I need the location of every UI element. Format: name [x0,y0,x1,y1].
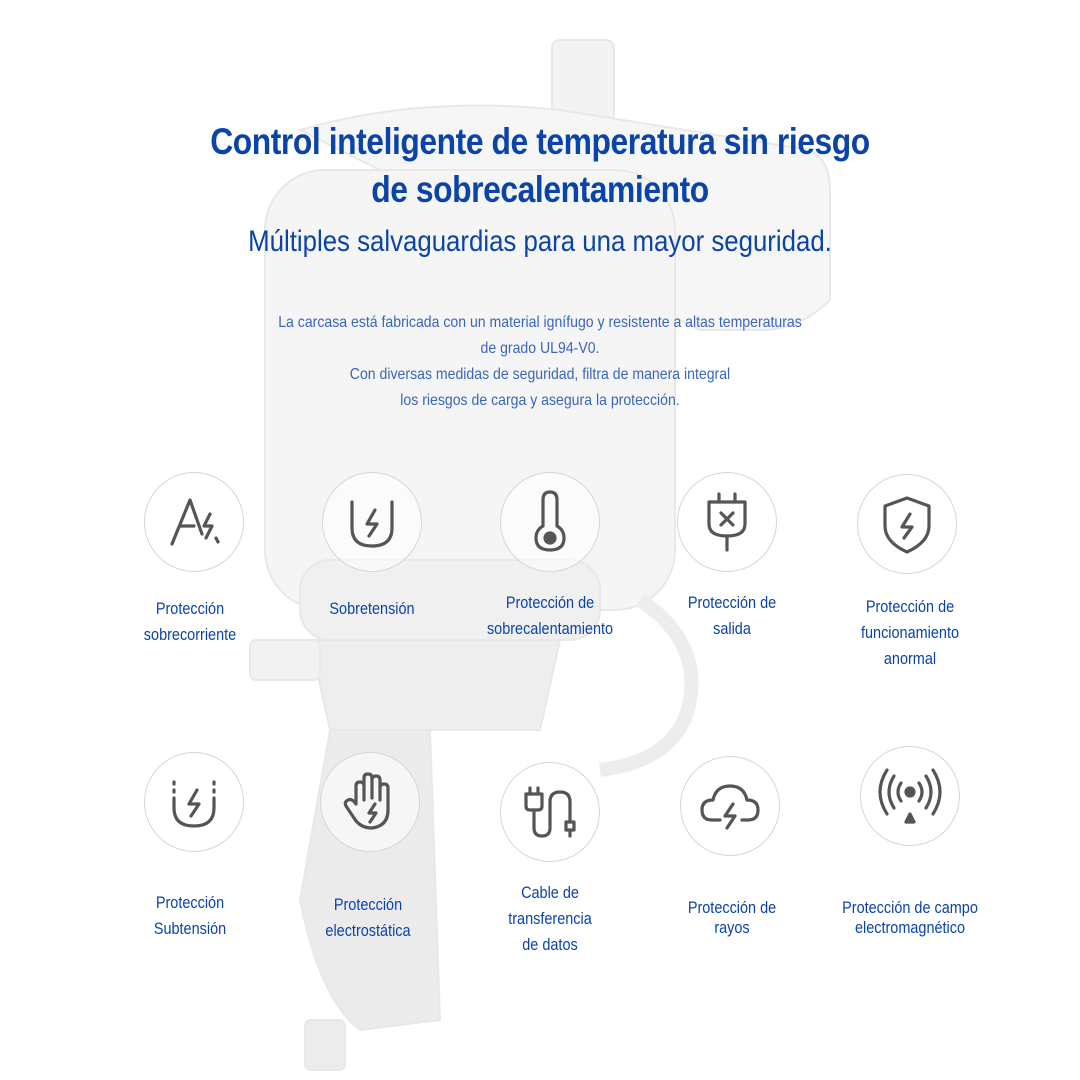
cable-icon [500,762,600,862]
cloud-bolt-icon [680,756,780,856]
title-line-2: de sobrecalentamiento [371,169,709,210]
feature-label: Protección de campo electromagnético [842,898,978,937]
feature-label: Protección electrostática [325,895,411,940]
feature-label: Cable de transferencia de datos [508,883,592,954]
feature-label: Protección sobrecorriente [143,599,237,644]
surge-magnet-icon [322,472,422,572]
overcurrent-icon [144,472,244,572]
hand-bolt-icon [320,752,420,852]
feature-label: Protección Subtensión [153,893,227,938]
description-line-4: los riesgos de carga y asegura la protección. [400,392,680,409]
title-line-1: Control inteligente de temperatura sin riesgo [210,121,870,162]
description-line-1: La carcasa está fabricada con un material ignífugo y resistente a altas temperaturas [278,314,802,331]
page-title [162,118,919,214]
feature-label: Protección de salida [687,593,777,638]
plug-x-icon [677,472,777,572]
description [232,310,848,414]
description-line-2: de grado UL94-V0. [480,340,600,357]
undervoltage-icon [144,752,244,852]
feature-label: Sobretensión [329,599,415,618]
feature-label: Protección de rayos [687,898,777,937]
feature-label: Protección de sobrecalentamiento [486,593,614,638]
thermometer-icon [500,472,600,572]
signal-icon [860,746,960,846]
feature-label: Protección de funcionamiento anormal [860,597,960,668]
shield-bolt-icon [857,474,957,574]
subtitle: Múltiples salvaguardias para una mayor seguridad. [248,225,832,258]
description-line-3: Con diversas medidas de seguridad, filtra de manera integral [349,366,731,383]
